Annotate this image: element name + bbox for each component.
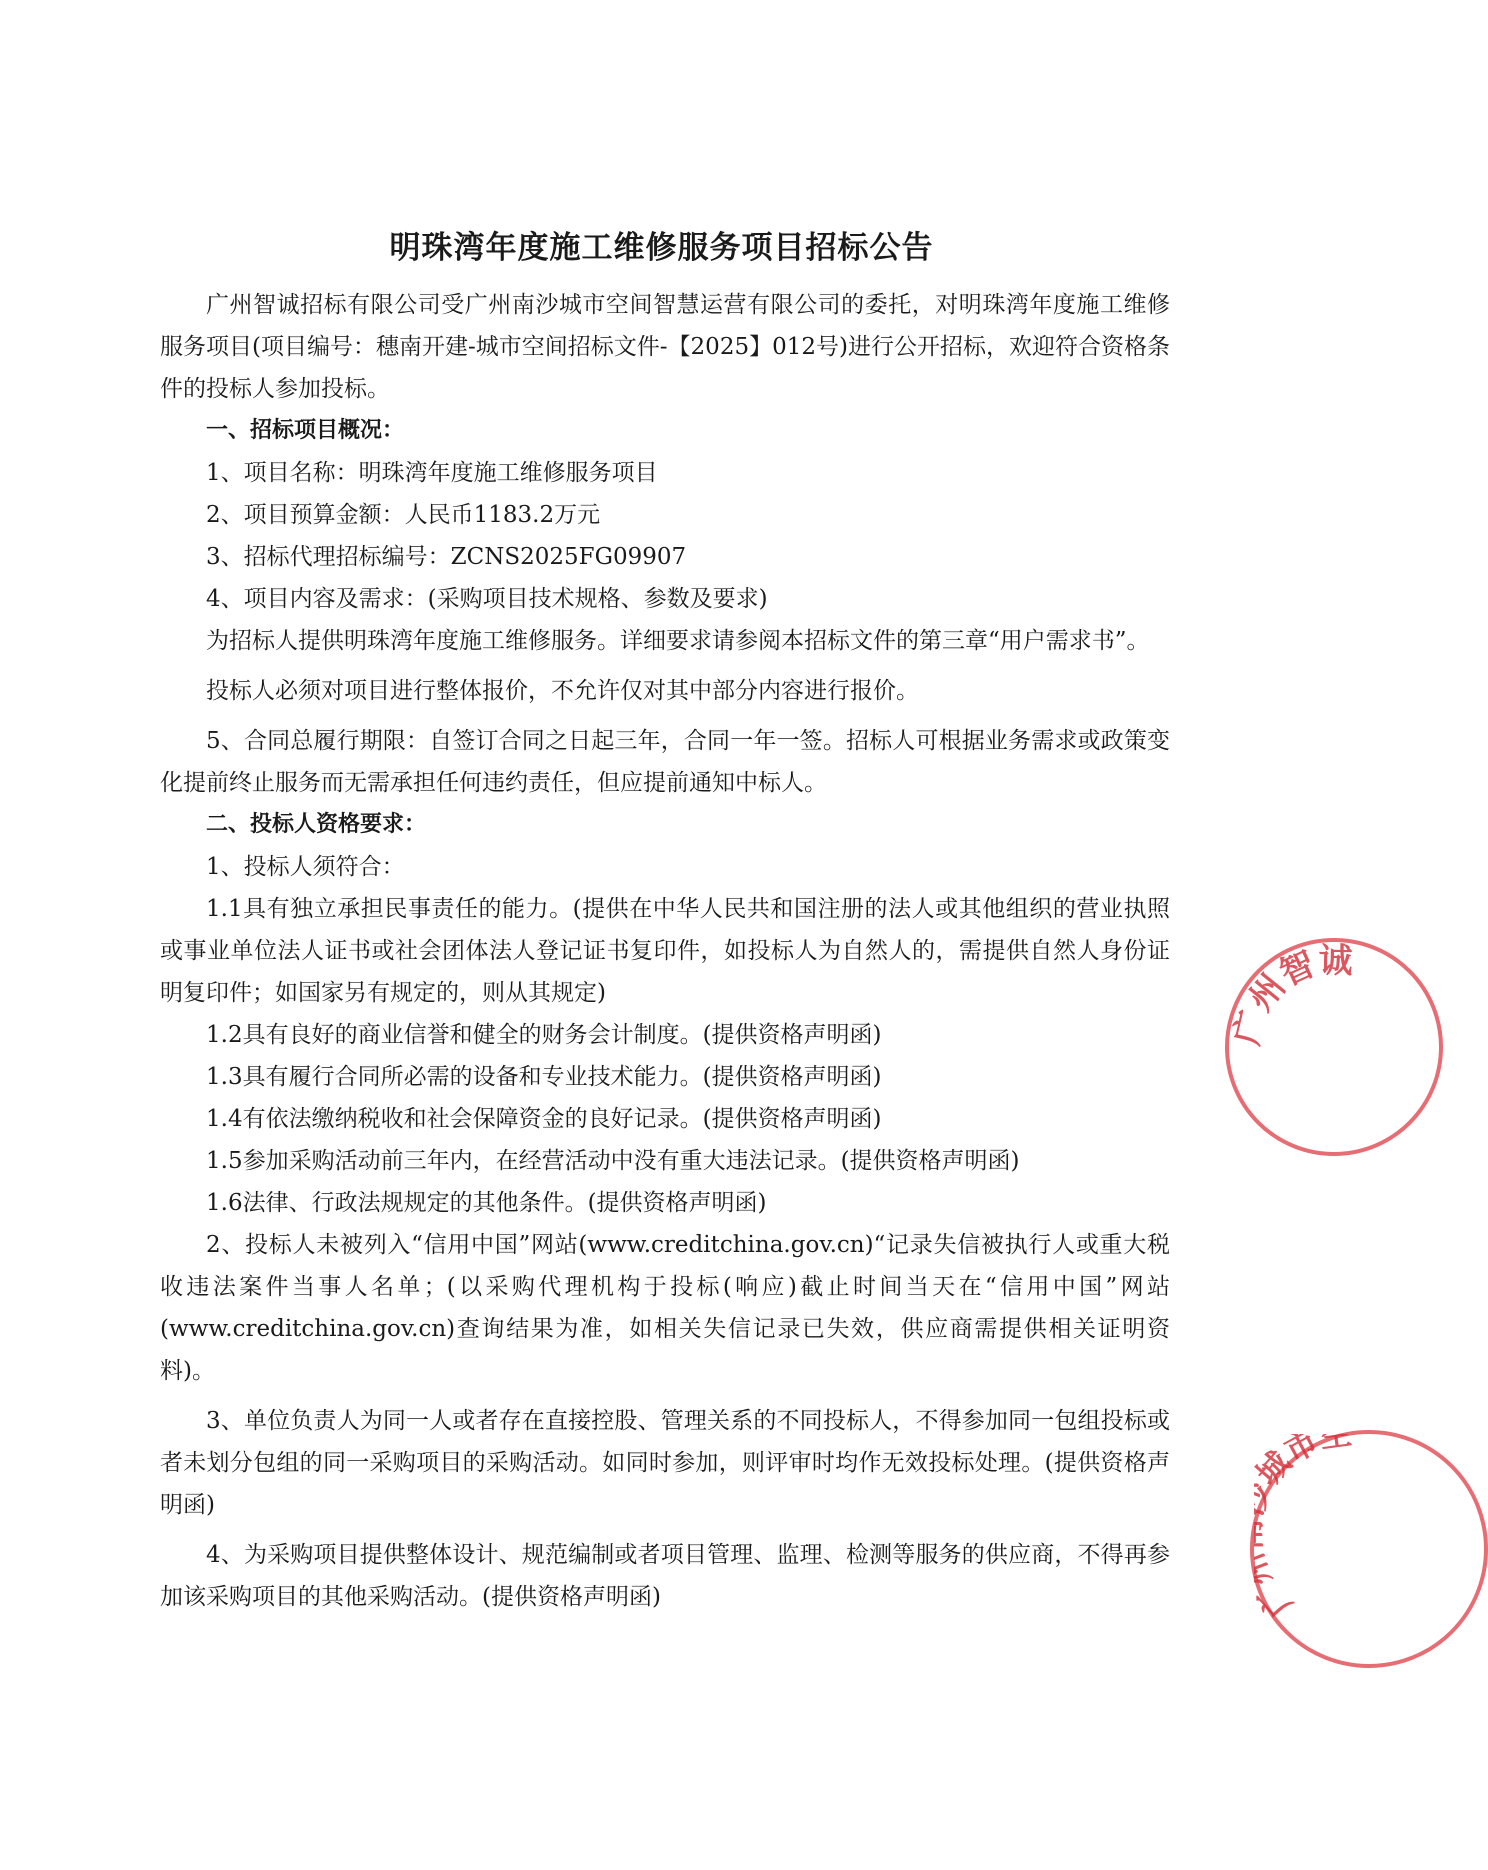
item-qualification-1-3: 1.3具有履行合同所必需的设备和专业技术能力。(提供资格声明函) [206,1064,882,1090]
section-heading-overview: 一、招标项目概况： [206,418,405,443]
item-qualification-1-5: 1.5参加采购活动前三年内，在经营活动中没有重大违法记录。(提供资格声明函) [206,1148,1020,1174]
item-qualification-1-4: 1.4有依法缴纳税收和社会保障资金的良好记录。(提供资格声明函) [206,1106,882,1132]
item-same-responsible-person: 3、单位负责人为同一人或者存在直接控股、管理关系的不同投标人，不得参加同一包组投标或者未划分包组的同一采购项目的采购活动。如同时参加，则评审时均作无效投标处理。(提供资格声明函) [160,1408,1170,1518]
section-heading-qualifications: 二、投标人资格要求： [206,812,427,837]
item-qualification-1-2: 1.2具有良好的商业信誉和健全的财务会计制度。(提供资格声明函) [206,1022,882,1048]
paragraph-service-description: 为招标人提供明珠湾年度施工维修服务。详细要求请参阅本招标文件的第三章“用户需求书”。 [206,628,1150,654]
paragraph-overall-quote: 投标人必须对项目进行整体报价，不允许仅对其中部分内容进行报价。 [206,678,919,704]
client-seal-stamp [1250,1430,1488,1668]
item-project-name: 1、项目名称：明珠湾年度施工维修服务项目 [206,460,658,486]
svg-text:广州智诚 [1229,942,1353,1049]
item-design-service-supplier: 4、为采购项目提供整体设计、规范编制或者项目管理、监理、检测等服务的供应商，不得再参加该采购项目的其他采购活动。(提供资格声明函) [160,1542,1170,1610]
seal-1-text: 广州智诚 [1229,942,1353,1049]
seal-2-text: 广 市空 [1254,1434,1355,1625]
item-qualification-1-1: 1.1具有独立承担民事责任的能力。(提供在中华人民共和国注册的法人或其他组织的营业执照或事业单位法人证书或社会团体法人登记证书复印件，如投标人为自然人的，需提供自然人身份证明复印件；如国家另有规定的，则从其规定) [160,896,1170,1006]
document-body [160,284,1170,1618]
seal-text-arc-2 [1254,1434,1484,1664]
item-tender-number: 3、招标代理招标编号：ZCNS2025FG09907 [206,544,687,570]
item-budget: 2、项目预算金额：人民币1183.2万元 [206,502,601,528]
intro-paragraph: 广州智诚招标有限公司受广州南沙城市空间智慧运营有限公司的委托，对明珠湾年度施工维修服务项目(项目编号：穗南开建-城市空间招标文件-【2025】012号)进行公开招标，欢迎符合资格条件的投标人参加投标。 [160,292,1170,402]
item-qualification-1-6: 1.6法律、行政法规规定的其他条件。(提供资格声明函) [206,1190,767,1216]
seal-text-arc-1 [1229,942,1439,1152]
item-contract-term: 5、合同总履行期限：自签订合同之日起三年，合同一年一签。招标人可根据业务需求或政策变化提前终止服务而无需承担任何违约责任，但应提前通知中标人。 [160,728,1170,796]
company-seal-stamp [1225,938,1443,1156]
item-credit-china: 2、投标人未被列入“信用中国”网站(www.creditchina.gov.cn)“记录失信被执行人或重大税收违法案件当事人名单；(以采购代理机构于投标(响应)截止时间当天在“信用中国”网站(www.creditchina.gov.cn)查询结果为准，如相关失信记录已失效，供应商需提供相关证明资料)。 [160,1232,1170,1384]
document-title: 明珠湾年度施工维修服务项目招标公告 [389,230,934,266]
svg-text:广州南沙城市空 [1254,1434,1354,1625]
item-bidder-must: 1、投标人须符合： [206,854,405,880]
item-content-requirements: 4、项目内容及需求：(采购项目技术规格、参数及要求) [206,586,768,612]
